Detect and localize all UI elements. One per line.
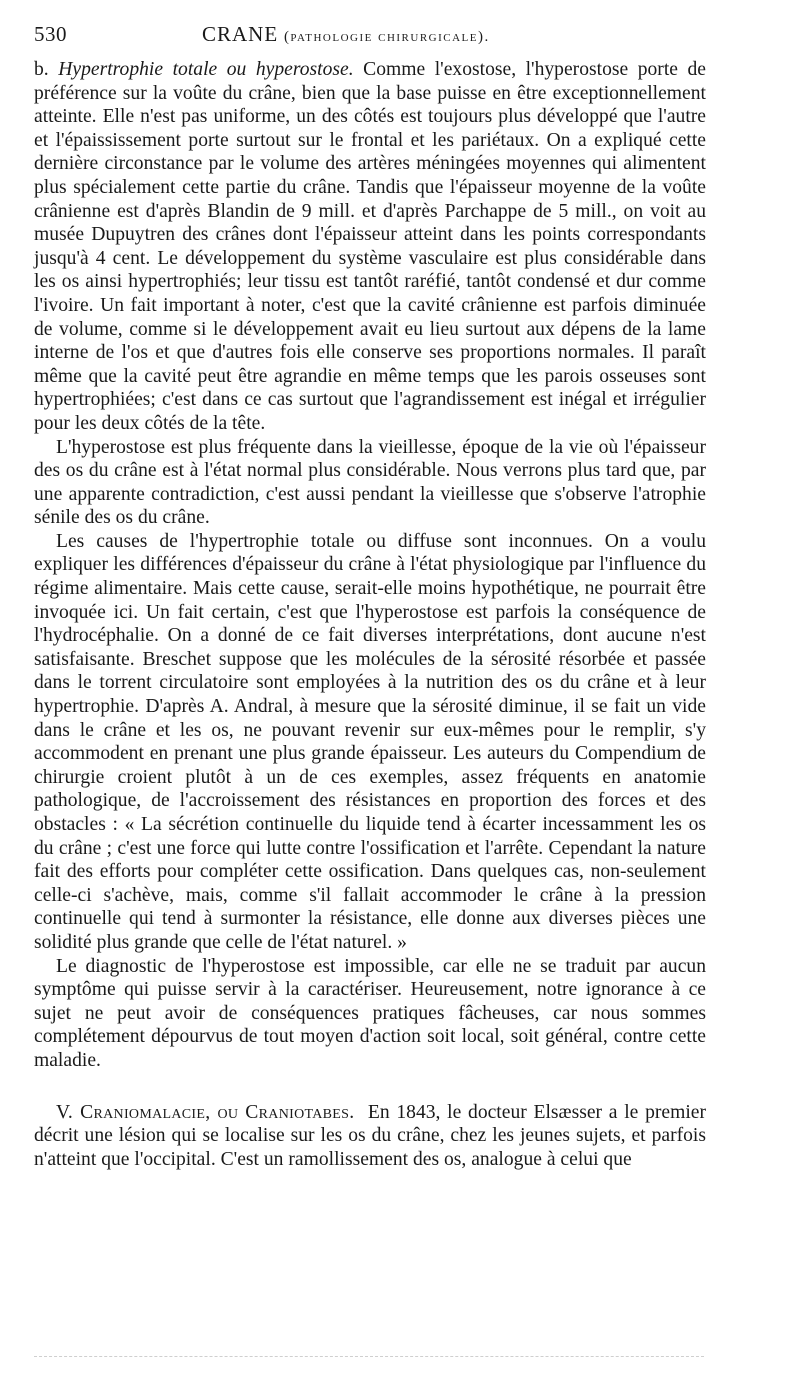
footer-rule [34,1356,704,1357]
paragraph-text: En 1843, le docteur Elsæsser a le premier décrit une lésion qui se localise sur les os du crâne, chez les jeunes sujets, et parfois n'atteint que l'occipital. C'est un ramollissement des os, analogue à celui que [34,1101,707,1170]
book-page [34,22,706,1171]
paragraph-diagnostic: Le diagnostic de l'hyperostose est impossible, car elle ne se traduit par aucun symptôme qui puisse servir à la caractériser. Heureusement, notre ignorance à ce sujet ne peut avoir de conséquences pratiques fâcheuses, car nous sommes complétement dépourvus de tout moyen d'action soit local, soit général, contre cette maladie. [34,955,706,1071]
section-gap [34,1073,706,1099]
paragraph-vieillesse: L'hyperostose est plus fréquente dans la vieillesse, époque de la vie où l'épaisseur des os du crâne est à l'état normal plus considérable. Nous verrons plus tard que, par une apparente contradiction, c'est aussi pendant la vieillesse que s'observe l'atrophie sénile des os du crâne. [34,436,706,529]
paragraph-craniomalacie [34,1101,706,1172]
paragraph-causes: Les causes de l'hypertrophie totale ou diffuse sont inconnues. On a voulu expliquer les différences d'épaisseur du crâne à l'état physiologique par l'influence du régime alimentaire. Mais cette cause, serait-elle moins hypothétique, ne pourrait être invoquée ici. Un fait certain, c'est que l'hyperostose est parfois la conséquence de l'hydrocéphalie. On a donné de ce fait diverses interprétations, dont aucune n'est satisfaisante. Breschet suppose que les molécules de la sérosité résorbée et passée dans le torrent circulatoire sont employées à la nutrition des os du crâne et à leur hypertrophie. D'après A. Andral, à mesure que la sérosité diminue, il se fait un vide dans le crâne et les os, ne pouvant revenir sur eux-mêmes pour le remplir, s'y accommodent en prenant une plus grande épaisseur. Les auteurs du Compendium de chirurgie croient plutôt à un de ces exemples, assez fréquents en anatomie pathologique, de l'accroissement des résistances en proportion des forces et des obstacles : « La sécrétion continuelle du liquide tend à écarter incessamment les os du crâne ; c'est une force qui lutte contre l'ossification et l'arrête. Cependant la nature fait des efforts pour compléter cette ossification. Dans quelques cas, non-seulement celle-ci s'achève, mais, comme s'il fallait accommoder le crâne à la pression continuelle qui tend à surmonter la résistance, elle donne aux diverses pièces une solidité plus grande que celle de l'état naturel. » [34,530,706,953]
running-head-title: CRANE [202,22,279,46]
section-heading: Hypertrophie totale ou hyperostose. [58,59,354,80]
page-number: 530 [34,22,67,46]
section-label: b. [34,59,49,80]
running-head-subtitle: (pathologie chirurgicale). [283,29,490,45]
body-text [34,58,706,1171]
paragraph-hypertrophie [34,58,706,436]
paragraph-text: Comme l'exostose, l'hyperostose porte de préférence sur la voûte du crâne, bien que la base puisse en être exceptionnellement atteinte. Elle n'est pas uniforme, un des côtés est toujours plus développé que l'autre et l'épaississement porte surtout sur le frontal et les pariétaux. On a expliqué cette dernière circonstance par le volume des artères méningées moyennes qui alimentent plus spécialement cette partie du crâne. Tandis que l'épaisseur moyenne de la voûte crânienne est d'après Blandin de 9 mill. et d'après Parchappe de 5 mill., on voit au musée Dupuytren des crânes dont l'épaisseur atteint dans les points correspondants jusqu'à 4 cent. Le développement du système vasculaire est plus considérable dans les os ainsi hypertrophiés; leur tissu est tantôt raréfié, tantôt condensé et dur comme l'ivoire. Un fait important à noter, c'est que la cavité crânienne est parfois diminuée de volume, comme si le développement avait eu lieu surtout aux dépens de la lame interne de l'os et que d'autres fois elle conserve ses proportions normales. Il paraît même que la cavité peut être agrandie en même temps que les parois osseuses sont hypertrophiées; c'est dans ce cas surtout que l'agrandissement est inégal et irrégulier pour les deux côtés de la tête. [34,59,706,434]
section-heading-v: V. Craniomalacie, ou Craniotabes. [56,1101,355,1123]
running-head [34,22,706,56]
